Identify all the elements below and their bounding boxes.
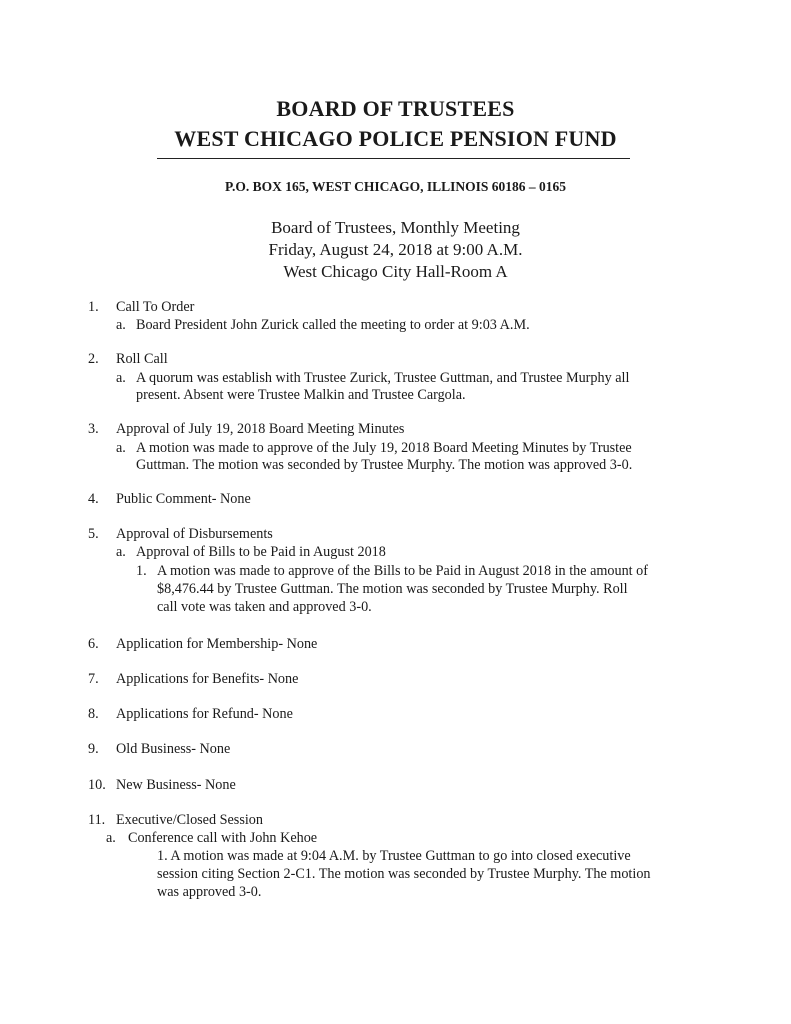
item-2a-text-line1: A quorum was establish with Trustee Zurick, Trustee Guttman, and Trustee Murphy all — [136, 370, 630, 386]
item-5a1-marker: 1. — [136, 563, 147, 579]
item-1-title: Call To Order — [116, 299, 195, 315]
item-5a1-text-line1: A motion was made to approve of the Bills to be Paid in August 2018 in the amount of — [157, 563, 648, 579]
item-5a1-text-line3: call vote was taken and approved 3-0. — [157, 599, 372, 615]
item-6-number: 6. — [88, 636, 99, 652]
item-10-title: New Business- None — [116, 777, 236, 793]
item-7-number: 7. — [88, 671, 99, 687]
item-5a-text: Approval of Bills to be Paid in August 2018 — [136, 544, 386, 560]
document-title-line2: WEST CHICAGO POLICE PENSION FUND — [174, 126, 617, 151]
meeting-date: Friday, August 24, 2018 at 9:00 A.M. — [268, 240, 523, 259]
item-11a-text: Conference call with John Kehoe — [128, 830, 318, 846]
item-6-title: Application for Membership- None — [116, 636, 318, 652]
meeting-location: West Chicago City Hall-Room A — [283, 262, 508, 281]
item-11-para-line2: session citing Section 2-C1. The motion was seconded by Trustee Murphy. The motion — [157, 866, 651, 882]
item-9-title: Old Business- None — [116, 741, 231, 757]
item-8-number: 8. — [88, 706, 99, 722]
item-3a-text-line1: A motion was made to approve of the July 19, 2018 Board Meeting Minutes by Trustee — [136, 440, 632, 456]
item-3-number: 3. — [88, 421, 99, 437]
item-2-title: Roll Call — [116, 351, 168, 367]
item-11-number: 11. — [88, 812, 106, 828]
item-11a-marker: a. — [106, 830, 116, 846]
item-3a-marker: a. — [116, 440, 126, 456]
item-7-title: Applications for Benefits- None — [116, 671, 299, 687]
item-8-title: Applications for Refund- None — [116, 706, 293, 722]
item-11-para-line3: was approved 3-0. — [157, 884, 262, 900]
item-9-number: 9. — [88, 741, 99, 757]
mailing-address: P.O. BOX 165, WEST CHICAGO, ILLINOIS 60186 – 0165 — [224, 179, 567, 194]
item-2a-marker: a. — [116, 370, 126, 386]
item-11-para-line1: 1. A motion was made at 9:04 A.M. by Trustee Guttman to go into closed executive — [157, 848, 631, 864]
item-1a-text: Board President John Zurick called the meeting to order at 9:03 A.M. — [136, 317, 530, 333]
item-5a1-text-line2: $8,476.44 by Trustee Guttman. The motion was seconded by Trustee Murphy. Roll — [157, 581, 628, 597]
meeting-type: Board of Trustees, Monthly Meeting — [271, 218, 520, 237]
item-2a-text-line2: present. Absent were Trustee Malkin and Trustee Cargola. — [136, 387, 466, 403]
item-1a-marker: a. — [116, 317, 126, 333]
item-1-number: 1. — [88, 299, 99, 315]
item-5-title: Approval of Disbursements — [116, 526, 273, 542]
item-5a-marker: a. — [116, 544, 126, 560]
item-3a-text-line2: Guttman. The motion was seconded by Trustee Murphy. The motion was approved 3-0. — [136, 457, 633, 473]
item-3-title: Approval of July 19, 2018 Board Meeting Minutes — [116, 421, 405, 437]
item-5-number: 5. — [88, 526, 99, 542]
item-4-title: Public Comment- None — [116, 491, 251, 507]
item-2-number: 2. — [88, 351, 99, 367]
item-10-number: 10. — [88, 777, 106, 793]
item-11-title: Executive/Closed Session — [116, 812, 263, 828]
title-underline — [157, 158, 630, 159]
document-title-line1: BOARD OF TRUSTEES — [276, 96, 515, 121]
item-4-number: 4. — [88, 491, 99, 507]
